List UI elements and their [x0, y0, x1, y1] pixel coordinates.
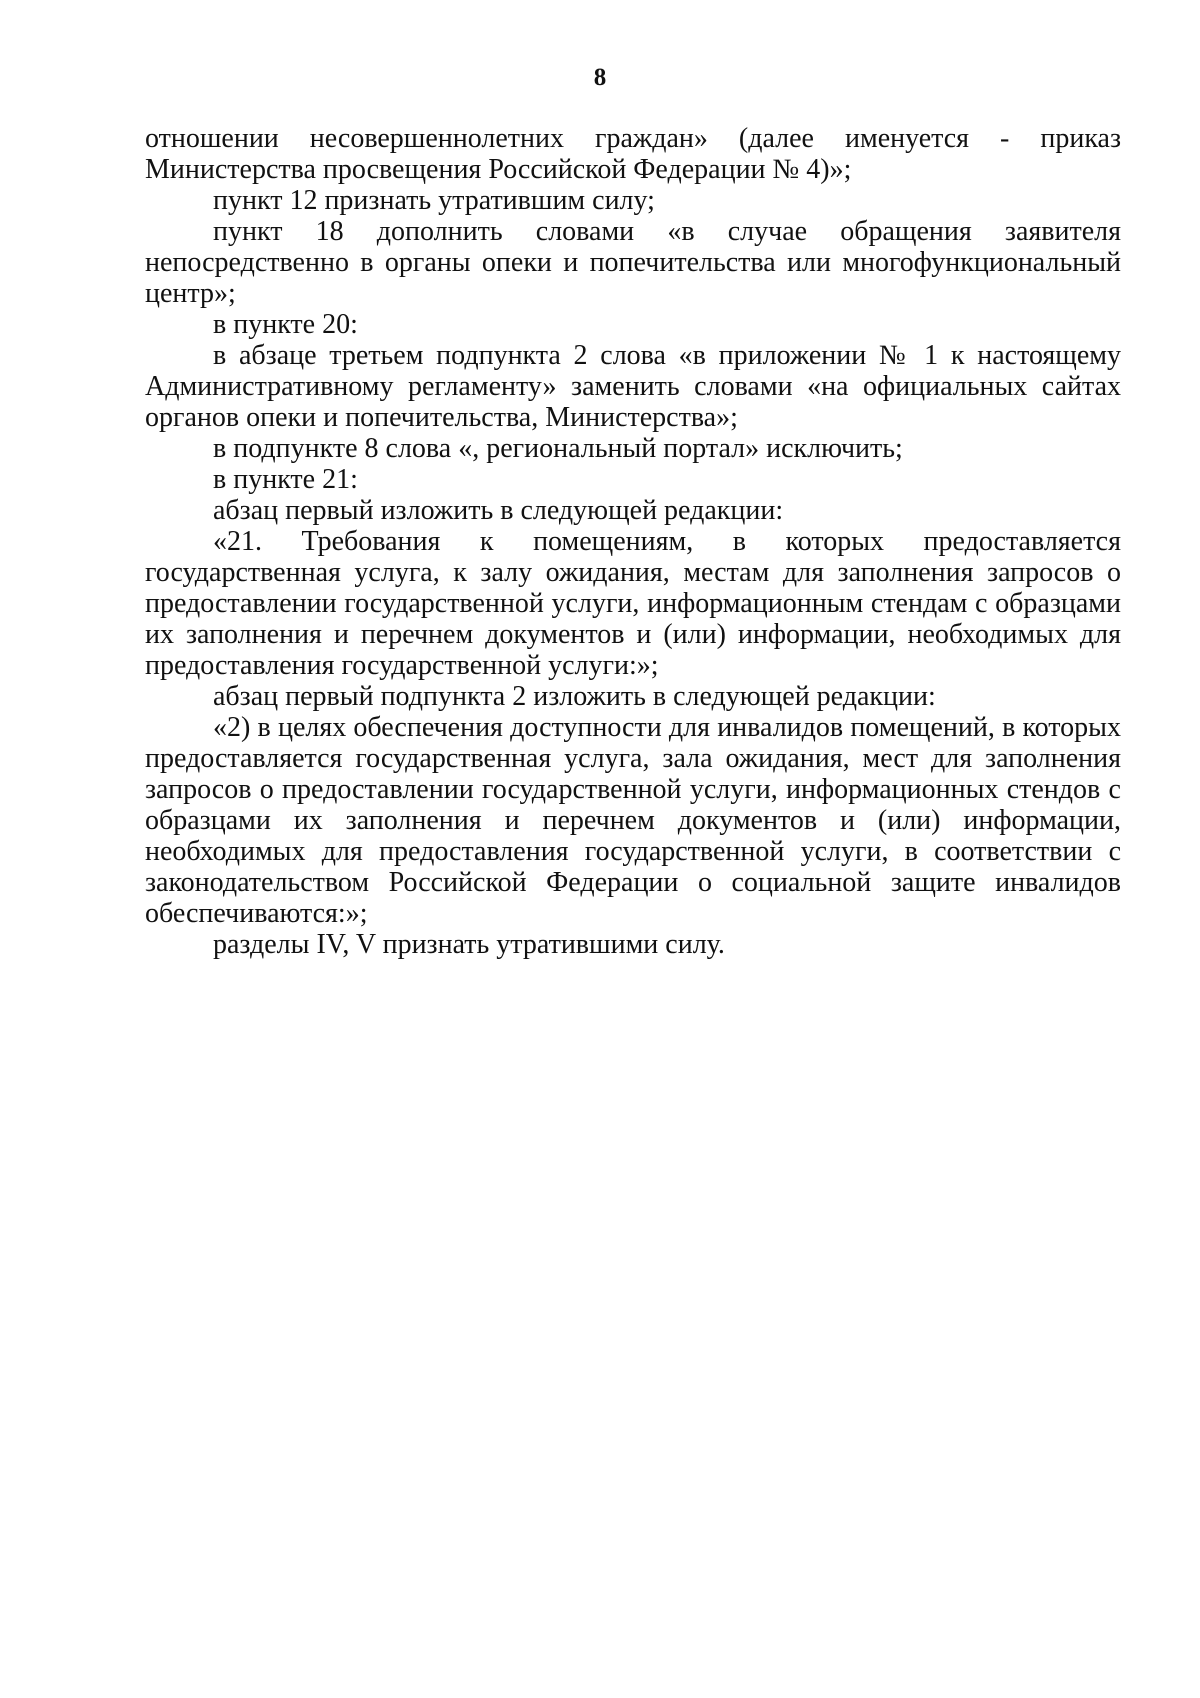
paragraph-item-20-subitem-2: в абзаце третьем подпункта 2 слова «в приложении № 1 к настоящему Административному регламенту» заменить словами «на официальных сайтах органов опеки и попечительства, Министерства»;	[145, 340, 1121, 433]
paragraph-sections-4-5: разделы IV, V признать утратившими силу.	[213, 929, 725, 960]
paragraph-item-20-subitem-8: в подпункте 8 слова «, региональный портал» исключить;	[213, 433, 903, 464]
paragraph-item-21-first-abzac: абзац первый изложить в следующей редакции:	[213, 495, 784, 526]
page-number: 8	[593, 64, 607, 91]
paragraph-item-21-subitem-2-heading: абзац первый подпункта 2 изложить в следующей редакции:	[213, 681, 936, 712]
paragraph-item-21-heading: в пункте 21:	[213, 464, 358, 495]
paragraph-item-12: пункт 12 признать утратившим силу;	[213, 185, 655, 216]
paragraph-continuation: отношении несовершеннолетних граждан» (далее именуется - приказ Министерства просвещения Российской Федерации № 4)»;	[145, 123, 1121, 185]
paragraph-item-21-subitem-2-new-text: «2) в целях обеспечения доступности для инвалидов помещений, в которых предоставляется государственная услуга, зала ожидания, мест для заполнения запросов о предоставлении государственной услуги, информационных стендов с образцами их заполнения и перечнем документов и (или) информации, необходимых для предоставления государственной услуги, в соответствии с законодательством Российской Федерации о социальной защите инвалидов обеспечиваются:»;	[145, 712, 1121, 929]
document-body	[145, 123, 1121, 960]
paragraph-item-20-heading: в пункте 20:	[213, 309, 358, 340]
paragraph-item-21-new-text: «21. Требования к помещениям, в которых предоставляется государственная услуга, к залу ожидания, местам для заполнения запросов о предоставлении государственной услуги, информационным стендам с образцами их заполнения и перечнем документов и (или) информации, необходимых для предоставления государственной услуги:»;	[145, 526, 1121, 681]
paragraph-item-18: пункт 18 дополнить словами «в случае обращения заявителя непосредственно в органы опеки и попечительства или многофункциональный центр»;	[145, 216, 1121, 309]
